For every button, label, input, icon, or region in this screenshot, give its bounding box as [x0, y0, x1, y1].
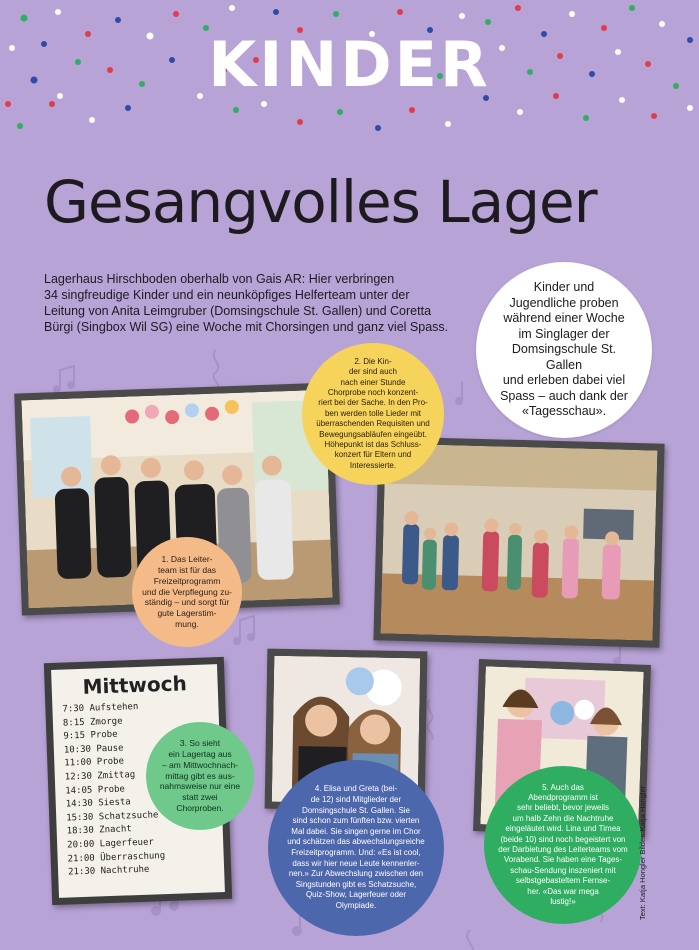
photo-credit: Text: Katja Hongler Bilder: Katja Hongler	[638, 785, 647, 920]
schedule-entry: 8:15 Zmorge	[62, 716, 123, 729]
rehearsal-photo	[381, 443, 658, 640]
schedule-entry: 20:00 Lagerfeuer	[67, 837, 155, 851]
schedule-entry: 21:30 Nachtruhe	[67, 864, 150, 878]
schedule-entry: 12:30 Zmittag	[64, 770, 136, 783]
article-intro: Lagerhaus Hirschboden oberhalb von Gais AR: Hier verbringen 34 singfreudige Kinder und ein neunköpfiges Helferteam unter der Leitung von Anita Leimgruber (Domsingschule St. Gallen) und Coretta Bürgi (Singbox Wil SG) eine Woche mit Chorsingen und ganz viel Spass.	[44, 272, 449, 334]
schedule-entry: 18:30 Znacht	[66, 824, 132, 837]
caption-4-bubble: 4. Elisa und Greta (bei- de 12) sind Mitglieder der Domsingschule St. Gallen. Sie sind schon zum fünften bzw. vierten Mal dabei. Sie singen gerne im Chor und schätzen das abwechslungsreiche Freizeitprogramm. Und: «Es ist cool, dass wir hier neue Leute kennenler- nen.» Zur Abwechslung zwischen den Singstunden gibt es Schatzsuche, Quiz-Show, Lagerfeuer oder Olympiade.	[268, 760, 444, 936]
schedule-entry: 14:30 Siesta	[65, 797, 131, 810]
caption-3-bubble: 3. So sieht ein Lagertag aus – am Mittwochnach- mittag gibt es aus- nahmsweise nur eine statt zwei Chorproben.	[146, 722, 254, 830]
section-label: KINDER	[208, 28, 491, 101]
caption-5-bubble: 5. Auch das Abendprogramm ist sehr beliebt, bevor jeweils um halb Zehn die Nachtruhe eingeläutet wird. Lina und Timea (beide 10) sind noch begeistert von der Darbietung des Leiterteams vom Vorabend. Sie haben eine Tages- schau-Sendung inszeniert mit selbstgebasteltem Fernse- her. «Das war mega lustig!»	[484, 766, 642, 924]
schedule-entry: 10:30 Pause	[63, 743, 124, 756]
schedule-entry: 14:05 Probe	[65, 784, 126, 797]
article-title: Gesangvolles Lager	[44, 168, 597, 236]
caption-2-bubble: 2. Die Kin- der sind auch nach einer Stunde Chorprobe noch konzent- riert bei der Sache. In den Pro- ben werden tolle Lieder mit überraschenden Requisiten und Bewegungsabläufen eingeübt. Höhepunkt ist das Schluss- konzert für Eltern und Interessierte.	[302, 343, 444, 485]
lead-text-circle: Kinder und Jugendliche proben während einer Woche im Singlager der Domsingschule St. Gallen und erleben dabei viel Spass – auch dank der «Tagesschau».	[476, 262, 652, 438]
caption-1-bubble: 1. Das Leiter- team ist für das Freizeitprogramm und die Verpflegung zu- ständig – und sorgt für gute Lagerstim- mung.	[132, 537, 242, 647]
schedule-entry: 7:30 Aufstehen	[62, 701, 139, 715]
schedule-entry: 21:00 Überraschung	[67, 850, 166, 865]
schedule-entry: 15:30 Schatzsuche	[66, 810, 159, 824]
schedule-entry: 11:00 Probe	[64, 756, 125, 769]
schedule-entry: 9:15 Probe	[63, 729, 118, 742]
schedule-day: Mittwoch	[82, 671, 188, 699]
